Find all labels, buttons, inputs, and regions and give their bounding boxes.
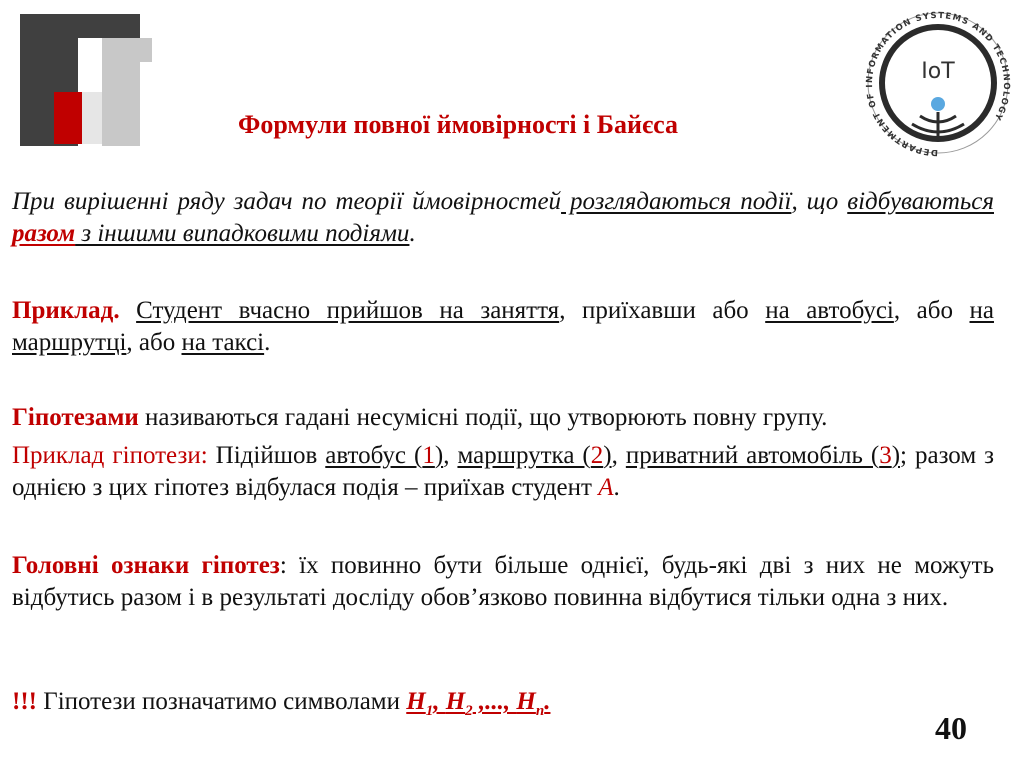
iot-department-logo [862, 8, 1014, 158]
paragraph-example: Приклад. Студент вчасно прийшов на заняття, приїхавши або на автобусі, або на маршрутці, або на таксі. [12, 297, 994, 356]
paragraph-hypotheses-properties: Головні ознаки гіпотез: їх повинно бути більше однієї, будь-які дві з них не можуть відбутись разом і в результаті досліду обов’язково повинна відбутися тільки одна з них. [12, 552, 994, 611]
logo-iot-text: IoT [921, 59, 955, 84]
page-number: 40 [935, 710, 967, 746]
paragraph-hypotheses-example: Приклад гіпотези: Підійшов автобус (1), маршрутка (2), приватний автомобіль (3); разом з однією з цих гіпотез відбулася подія – приїхав студент A. [12, 442, 995, 501]
paragraph-hypotheses-definition: Гіпотезами називаються гадані несумісні події, що утворюють повну групу. [12, 404, 828, 431]
logo-ring-text: DEPARTMENT OF INFORMATION SYSTEMS AND TECHNOLOGY [864, 10, 1012, 158]
ft-logo [20, 14, 156, 146]
paragraph-hypotheses-notation: !!! Гіпотези позначатимо символами $H_1$, $H_2$ ,..., $H_n$. [12, 688, 551, 719]
slide-title: Формули повної ймовірності і Байєса [238, 110, 679, 139]
paragraph-intro: При вирішенні ряду задач по теорії ймовірностей розглядаються події, що відбуваються разом з іншими випадковими подіями. [12, 188, 994, 247]
